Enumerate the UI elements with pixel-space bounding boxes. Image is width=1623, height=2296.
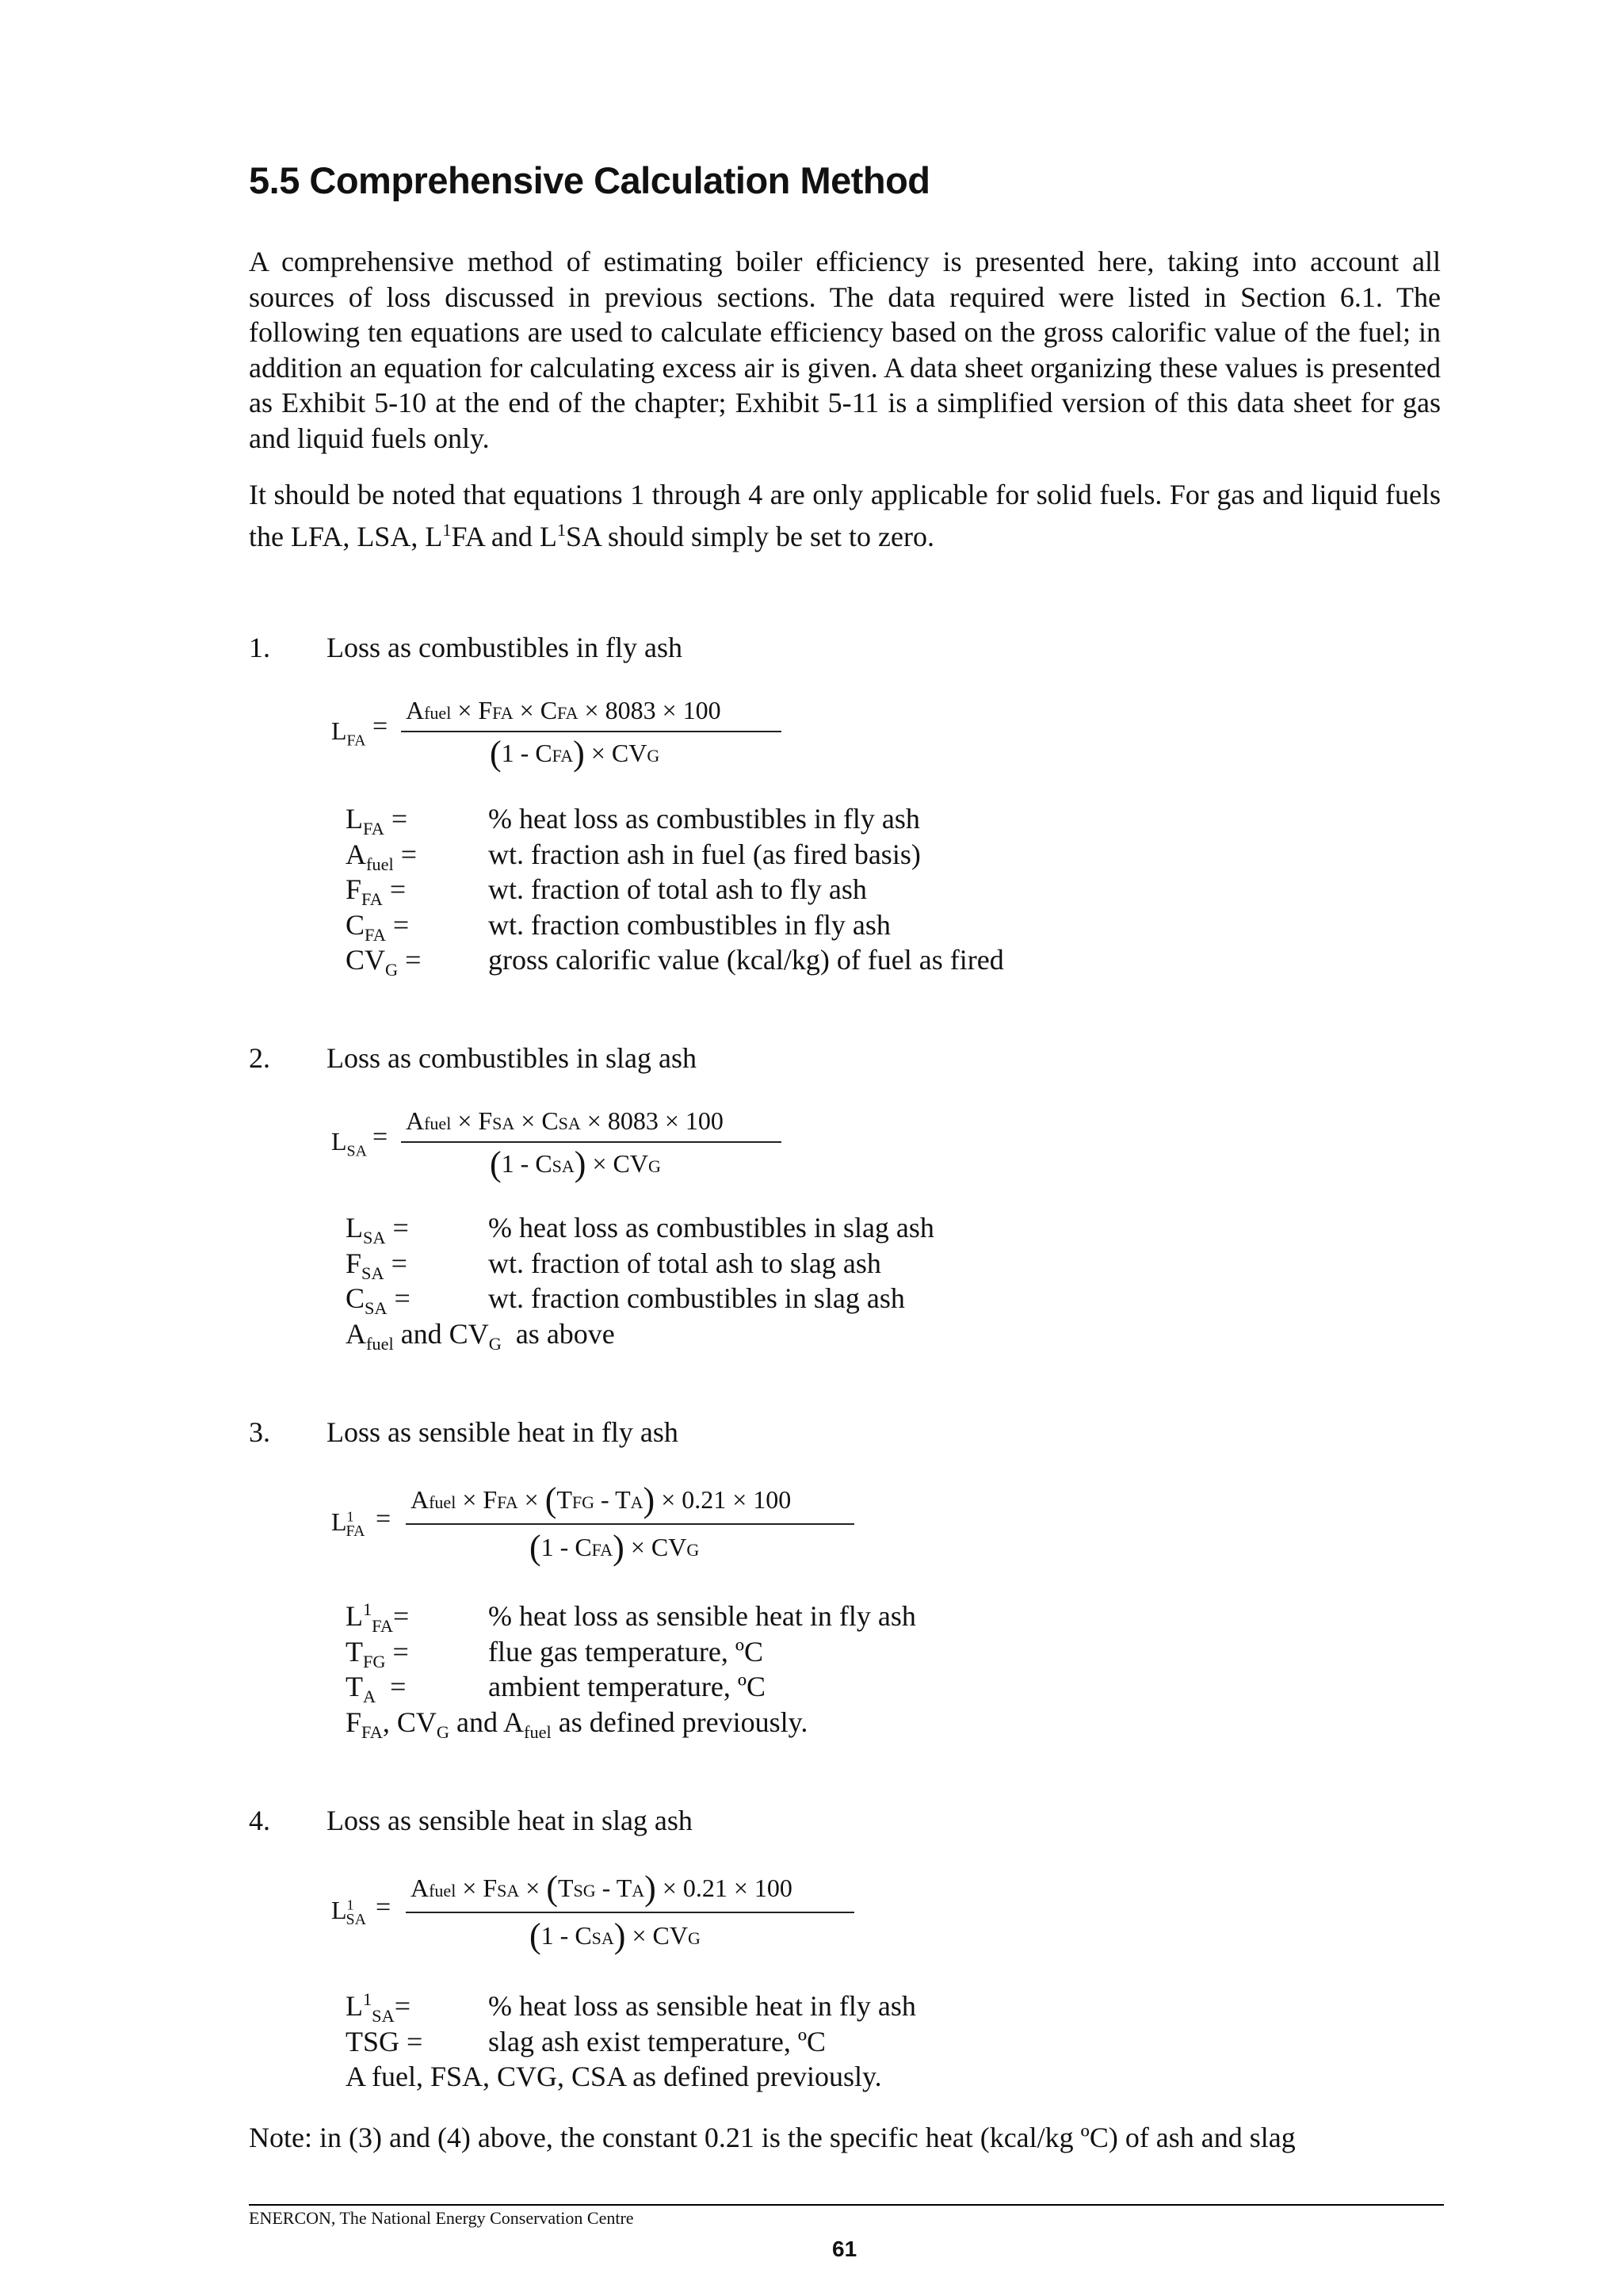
section-heading: 5.5 Comprehensive Calculation Method — [249, 159, 930, 201]
eq3-denominator: (1 - CFA) × CVG — [529, 1528, 700, 1567]
p2-text-end: SA should simply be set to zero. — [565, 520, 934, 552]
eq2-numerator: Afuel × FSA × CSA × 8083 × 100 — [406, 1106, 724, 1135]
eq4-denominator: (1 - CSA) × CVG — [529, 1916, 701, 1955]
eq4-numerator: Afuel × FSA × (TSG - TA) × 0.21 × 100 — [411, 1869, 792, 1908]
section-1-number: 1. — [249, 632, 270, 663]
document-page: 5.5 Comprehensive Calculation Method A comprehensive method of estimating boiler efficiency is presented here, taking into account all sources of loss discussed in previous sections. The data required were listed in Section 6.1. The following ten equations are used to calculate efficiency based on the gross calorific value of the fuel; in addition an equation for calculating excess air is given. A data sheet organizing these values is presented as Exhibit 5-10 at the end of the chapter; Exhibit 5-11 is a simplified version of this data sheet for gas and liquid fuels only. It should be noted that equations 1 through 4 are only applicable for solid fuels. For gas and liquid fuels the LFA, LSA, $L^1FA$ and $L^1SA$ should simply be set to zero. 1. Loss as combustibles in fly ash $L_{FA}$ = Afuel × FFA × CFA × 8083 × 100 (1 - CFA) × CVG $L_{FA}$ = % heat loss as combustibles in fly ash $A_{fuel}$ = wt. fraction ash in fuel (as fired basis) $F_{FA}$ = wt. fraction of total ash to fly ash $C_{FA}$ = wt. fraction combustibles in fly ash $CV_G$ = gross calorific value (kcal/kg) of fuel as fired 2. Loss as combustibles in slag ash $L_{SA}$ = Afuel × FSA × CSA × 8083 × 100 (1 - CSA) × CVG $L_{SA}$ = % heat loss as combustibles in slag ash $F_{SA}$ = wt. fraction of total ash to slag ash $C_{SA}$ = wt. fraction combustibles in slag ash $A_{fuel}$ and $CV_G$ as above 3. Loss as sensible heat in fly ash $L^1_{FA}$ = Afuel × FFA × (TFG - TA) × 0.21 × 100 (1 - CFA) × CVG $L^1_{FA}=$ % heat loss as sensible heat in fly ash $T_{FG}$ = flue gas temperature, ºC $T_A$ = ambient temperature, ºC $F_{FA}$, $CV_G$ and $A_{fuel}$ as defined previously. 4. Loss as sensible heat in slag ash $L^1_{SA}$ = Afuel × FSA × (TSG - TA) × 0.21 × 100 (1 - CSA) × CVG $L^1_{SA}=$ % heat loss as sensible heat in fly ash TSG = slag ash exist temperature, ºC A fuel, FSA, CVG, CSA as defined previously. Note: in (3) and (4) above, the constant 0.21 is the specific heat (kcal/kg ºC) of ash and slag ENERCON, The National Energy Conservation Centre 61 — [0, 0, 1623, 2296]
eq2-lhs: $L_{SA}$ — [331, 1127, 367, 1160]
footer-organization: ENERCON, The National Energy Conservation Centre — [249, 2208, 634, 2228]
eq1-lhs: $L_{FA}$ — [331, 716, 366, 750]
eq2-fraction-bar — [401, 1141, 781, 1143]
eq4-fraction-bar — [406, 1912, 854, 1913]
eq1-numerator: Afuel × FFA × CFA × 8083 × 100 — [406, 696, 721, 724]
eq3-equals: = — [376, 1504, 391, 1534]
p2-text-mid: FA and L — [451, 520, 557, 552]
section-1-title: Loss as combustibles in fly ash — [327, 632, 682, 663]
applicability-paragraph — [249, 477, 1441, 554]
eq2-equals: = — [372, 1122, 388, 1152]
p2-superscript-2: 1 — [556, 519, 566, 540]
footer-divider — [249, 2204, 1444, 2206]
eq1-denominator: (1 - CFA) × CVG — [490, 734, 660, 773]
eq1-fraction-bar — [401, 731, 781, 732]
eq3-numerator: Afuel × FFA × (TFG - TA) × 0.21 × 100 — [411, 1480, 792, 1519]
eq2-denominator: (1 - CSA) × CVG — [490, 1144, 661, 1183]
p2-superscript-1: 1 — [442, 519, 452, 540]
section-3-title: Loss as sensible heat in fly ash — [327, 1416, 678, 1448]
section-2-number: 2. — [249, 1042, 270, 1074]
p2-text-start: It should be noted that equations 1 through 4 are only applicable for solid fuels. For gas and liquid fuels the LFA, LSA, L — [249, 479, 1441, 552]
eq3-fraction-bar — [406, 1523, 854, 1525]
section-3-number: 3. — [249, 1416, 270, 1448]
note-paragraph: Note: in (3) and (4) above, the constant 0.21 is the specific heat (kcal/kg ºC) of ash and slag — [249, 2122, 1296, 2153]
intro-paragraph: A comprehensive method of estimating boiler efficiency is presented here, taking into account all sources of loss discussed in previous sections. The data required were listed in Section 6.1. The following ten equations are used to calculate efficiency based on the gross calorific value of the fuel; in addition an equation for calculating excess air is given. A data sheet organizing these values is presented as Exhibit 5-10 at the end of the chapter; Exhibit 5-11 is a simplified version of this data sheet for gas and liquid fuels only. — [249, 246, 1441, 454]
eq4-lhs: $L^1_{SA}$ — [331, 1896, 366, 1929]
eq4-equals: = — [376, 1893, 391, 1922]
page-number: 61 — [832, 2237, 857, 2261]
eq3-lhs: $L^1_{FA}$ — [331, 1507, 365, 1541]
eq1-equals: = — [372, 712, 388, 741]
section-2-title: Loss as combustibles in slag ash — [327, 1042, 697, 1074]
section-4-title: Loss as sensible heat in slag ash — [327, 1805, 693, 1836]
section-4-number: 4. — [249, 1805, 270, 1836]
